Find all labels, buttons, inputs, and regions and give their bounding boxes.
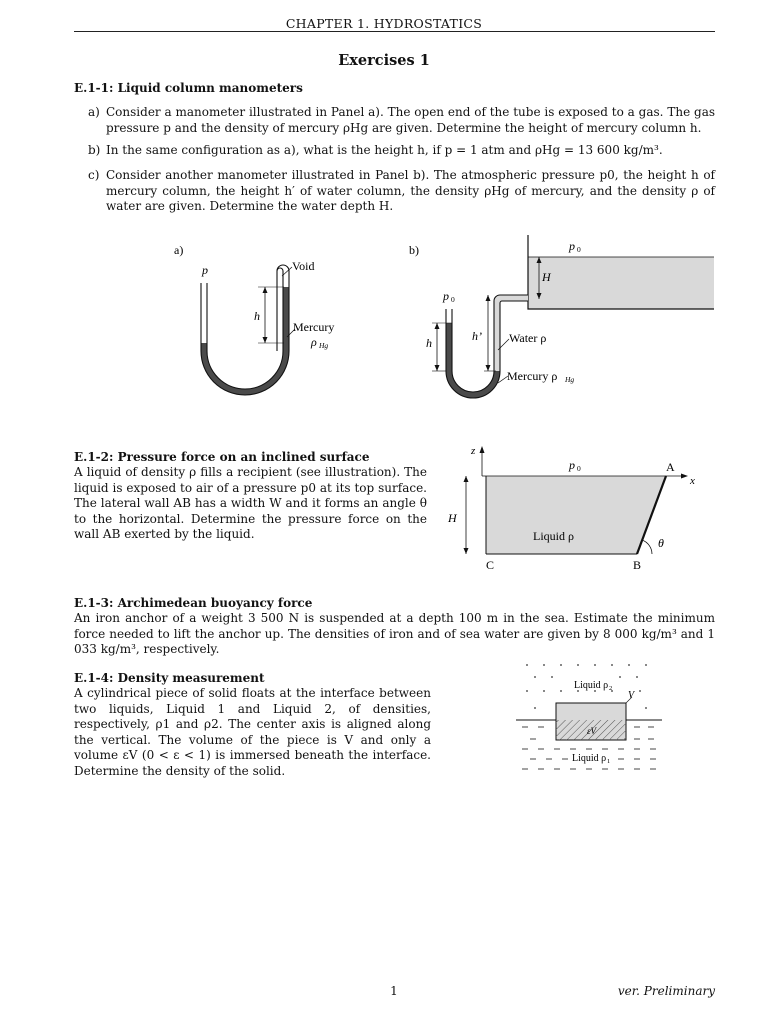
liquid-1-sub: 1 [607,758,611,765]
panel-b-H-label: H [542,270,551,284]
panel-a-mercury-label: Mercury [293,320,335,334]
panel-a-rho-sub: Hg [319,341,329,350]
panel-b-tube-outer [446,301,528,398]
panel-b-p0-left: p [443,289,449,303]
version-label: ver. Preliminary [617,984,715,998]
density-measurement-figure [510,655,670,775]
manometer-figures [0,225,768,415]
page-number: 1 [390,984,398,998]
panel-b-water-label: Water ρ [509,331,547,345]
point-C: C [486,558,495,572]
exercise-2-heading: E.1-2: Pressure force on an inclined surface [74,450,370,464]
theta-label: θ [658,536,664,550]
exercise-1-item-c [88,168,715,215]
exercise-2-text: A liquid of density ρ fills a recipient (see illustration). The liquid is exposed to air of a pressure p0 at its top surface. The lateral wall AB has a width W and it forms an angle θ to the horizontal. Determine the pressure force on the wall AB exerted by the liquid. [74,465,427,541]
panel-a-tube-inner [207,268,283,389]
liquid-2-sub: 2 [609,685,613,692]
panel-b-mercury-label: Mercury ρ [507,369,558,383]
panel-b-p0-top: p [569,239,575,253]
item-text: In the same configuration as a), what is the height h, if p = 1 atm and ρHg = 13 600 kg/m³. [106,143,663,157]
exercise-1-item-a [88,105,715,136]
panel-b-water-tank [528,257,714,309]
liquid-label: Liquid ρ [533,529,574,543]
inclined-surface-figure [440,440,710,575]
panel-a-pressure-label: p [202,263,208,277]
panel-b-label: b) [409,243,419,257]
item-text: Consider a manometer illustrated in Panel a). The open end of the tube is exposed to a gas. The gas pressure p and the density of mercury ρHg are given. Determine the height of mercury column h. [106,105,715,135]
running-header: CHAPTER 1. HYDROSTATICS [285,16,483,31]
liquid-region [486,476,666,554]
panel-b-p0-left-sub: 0 [451,295,455,304]
p0-sub: 0 [577,464,581,473]
panel-a-label: a) [174,243,184,257]
exercise-1-item-b [88,143,715,159]
item-text: Consider another manometer illustrated in Panel b). The atmospheric pressure p0, the height h of mercury column, the height h′ of water column, the density ρHg of mercury, and the density ρ of water are given. Determine the water depth H. [106,168,715,213]
z-axis-label: z [471,445,476,457]
x-axis-label: x [690,475,695,487]
theta-arc [642,540,652,554]
exercise-4-text: A cylindrical piece of solid floats at the interface between two liquids, Liquid 1 and Liquid 2, of densities, respectively, ρ1 and ρ2. The center axis is aligned along the vertical. The volume of the piece is V and only a volume εV (0 < ε < 1) is immersed beneath the interface. Determine the density of the solid. [74,686,431,778]
panel-b-h-label: h [426,336,432,350]
panel-b-rho-sub: Hg [565,375,575,384]
panel-a-void-label: Void [292,259,315,273]
point-A: A [666,460,675,474]
item-label: c) [88,168,100,182]
exercise-3-text: An iron anchor of a weight 3 500 N is suspended at a depth 100 m in the sea. Estimate the minimum force needed to lift the anchor up. The densities of iron and of sea water are given by 8 000 kg/m³ and 1 033 kg/m³, respectively. [74,611,715,656]
header-rule [74,31,715,32]
panel-a-rho: ρ [311,335,317,349]
immersed-volume-label: εV [587,726,597,736]
exercise-3-heading: E.1-3: Archimedean buoyancy force [74,596,313,610]
page-title: Exercises 1 [338,52,430,69]
item-label: b) [88,143,101,157]
p0-label: p [569,458,575,472]
liquid-1-label: Liquid ρ [572,753,607,764]
point-B: B [633,558,642,572]
item-label: a) [88,105,100,119]
liquid-2-label: Liquid ρ [574,680,609,691]
panel-b-hprime-label: h’ [472,329,482,343]
exercise-4-heading: E.1-4: Density measurement [74,671,265,685]
H-label: H [448,511,457,525]
volume-label: V [628,690,635,701]
panel-b-p0-top-sub: 0 [577,245,581,254]
panel-a-mercury [201,287,289,395]
exercise-1-heading: E.1-1: Liquid column manometers [74,81,303,95]
panel-a-h-label: h [254,309,260,323]
